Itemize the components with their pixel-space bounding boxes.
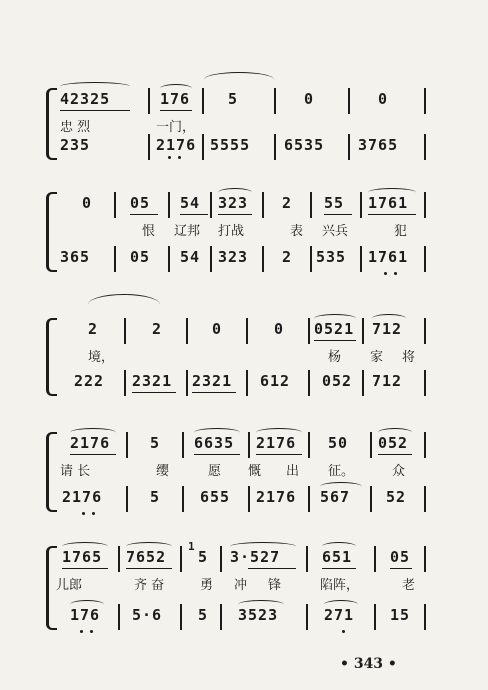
octave-dot <box>342 630 345 633</box>
slur <box>126 542 172 551</box>
barline <box>186 370 188 396</box>
barline <box>124 370 126 396</box>
barline <box>202 134 204 160</box>
underline-beam <box>62 568 108 569</box>
underline-beam <box>180 214 208 215</box>
lyric: 犯 <box>394 224 408 239</box>
measure-notes: 2 <box>282 248 293 266</box>
barline <box>246 318 248 344</box>
lyric: 陷阵， <box>320 578 360 593</box>
measure-notes: 052 <box>378 434 409 452</box>
barline <box>118 546 120 572</box>
measure-notes: 3765 <box>358 136 399 154</box>
measure-notes: 651 <box>322 548 353 566</box>
measure-notes: 2176 <box>70 434 111 452</box>
slur <box>324 600 358 609</box>
lyric: 锋 <box>268 578 282 593</box>
barline <box>274 88 276 114</box>
measure-notes: 176 <box>70 606 101 624</box>
barline <box>248 432 250 458</box>
underline-beam <box>70 454 116 455</box>
slur <box>320 482 362 491</box>
slur <box>378 428 412 437</box>
barline <box>306 604 308 630</box>
measure-notes: 712 <box>372 372 403 390</box>
barline <box>262 246 264 272</box>
measure-notes: 052 <box>322 372 353 390</box>
barline <box>374 546 376 572</box>
slur <box>372 314 406 323</box>
underline-beam <box>324 214 352 215</box>
barline <box>114 246 116 272</box>
underline-beam <box>160 110 192 111</box>
measure-notes: 5555 <box>210 136 251 154</box>
octave-dot <box>82 512 85 515</box>
measure-notes: 5 <box>198 606 209 624</box>
barline <box>220 546 222 572</box>
barline <box>424 546 426 572</box>
measure-notes: 535 <box>316 248 347 266</box>
barline <box>180 604 182 630</box>
bottom-staff <box>52 246 432 272</box>
measure-notes: 05 <box>130 248 151 266</box>
measure-notes: 235 <box>60 136 91 154</box>
measure-notes: 612 <box>260 372 291 390</box>
barline <box>424 88 426 114</box>
lyric: 老 <box>402 578 416 593</box>
measure-notes: 567 <box>320 488 351 506</box>
measure-notes: 1761 <box>368 194 409 212</box>
barline <box>360 192 362 218</box>
underline-beam <box>378 454 412 455</box>
lyric: 出 <box>286 464 300 479</box>
measure-notes: 323 <box>218 248 249 266</box>
score-system-3 <box>52 318 432 396</box>
barline <box>262 192 264 218</box>
barline <box>186 318 188 344</box>
barline <box>310 246 312 272</box>
lyric: 慨 <box>248 464 262 479</box>
barline <box>168 246 170 272</box>
measure-notes: 2 <box>152 320 163 338</box>
underline-beam <box>126 568 172 569</box>
underline-beam <box>60 110 130 111</box>
measure-notes: 0521 <box>314 320 355 338</box>
barline <box>220 604 222 630</box>
bottom-staff <box>52 134 432 160</box>
barline <box>118 604 120 630</box>
barline <box>308 432 310 458</box>
lyric: 表 <box>290 224 304 239</box>
measure-notes: 5·6 <box>132 606 163 624</box>
lyric: 愿 <box>208 464 222 479</box>
barline <box>308 318 310 344</box>
barline <box>126 432 128 458</box>
measure-notes: 2321 <box>192 372 233 390</box>
measure-notes: 712 <box>372 320 403 338</box>
barline <box>374 604 376 630</box>
barline <box>348 134 350 160</box>
slur <box>218 188 252 197</box>
lyric: 请 长 <box>60 464 91 479</box>
measure-notes: 42325 <box>60 90 111 108</box>
measure-notes: 323 <box>218 194 249 212</box>
slur <box>230 542 296 551</box>
measure-notes: 0 <box>378 90 389 108</box>
slur <box>70 600 104 609</box>
measure-notes: 2176 <box>62 488 103 506</box>
underline-beam <box>218 214 252 215</box>
measure-notes: 1 <box>188 540 196 553</box>
barline <box>308 370 310 396</box>
score-system-2 <box>52 192 432 272</box>
measure-notes: 05 <box>390 548 411 566</box>
barline <box>370 486 372 512</box>
barline <box>424 370 426 396</box>
measure-notes: 2176 <box>256 434 297 452</box>
slur <box>88 294 160 315</box>
barline <box>424 246 426 272</box>
barline <box>424 318 426 344</box>
barline <box>424 432 426 458</box>
measure-notes: 54 <box>180 248 201 266</box>
lyric: 恨 <box>142 224 156 239</box>
measure-notes: 3·527 <box>230 548 281 566</box>
slur <box>204 72 274 87</box>
score-system-5 <box>52 540 432 630</box>
lyric: 冲 <box>234 578 248 593</box>
measure-notes: 52 <box>386 488 407 506</box>
barline <box>248 486 250 512</box>
lyric: 杨 <box>328 350 342 365</box>
barline <box>424 604 426 630</box>
measure-notes: 365 <box>60 248 91 266</box>
lyric: 缨 <box>156 464 170 479</box>
measure-notes: 5 <box>228 90 239 108</box>
underline-beam <box>130 214 158 215</box>
octave-dot <box>384 272 387 275</box>
barline <box>180 546 182 572</box>
measure-notes: 655 <box>200 488 231 506</box>
lyric: 一门， <box>156 120 196 135</box>
underline-beam <box>194 454 240 455</box>
measure-notes: 2176 <box>156 136 197 154</box>
barline <box>308 486 310 512</box>
barline <box>362 318 364 344</box>
measure-notes: 3523 <box>238 606 279 624</box>
measure-notes: 1761 <box>368 248 409 266</box>
barline <box>124 318 126 344</box>
octave-dot <box>168 156 171 159</box>
barline <box>148 88 150 114</box>
measure-notes: 0 <box>82 194 93 212</box>
slur <box>238 600 284 609</box>
lyric: 勇 <box>200 578 214 593</box>
barline <box>310 192 312 218</box>
measure-notes: 0 <box>274 320 285 338</box>
measure-notes: 2321 <box>132 372 173 390</box>
barline <box>210 192 212 218</box>
barline <box>148 134 150 160</box>
octave-dot <box>178 156 181 159</box>
measure-notes: 2176 <box>256 488 297 506</box>
barline <box>360 246 362 272</box>
octave-dot <box>394 272 397 275</box>
octave-dot <box>92 512 95 515</box>
measure-notes: 2 <box>88 320 99 338</box>
barline <box>126 486 128 512</box>
lyric: 境， <box>88 350 115 365</box>
measure-notes: 7652 <box>126 548 167 566</box>
lyric: 辽邦 <box>174 224 201 239</box>
barline <box>182 486 184 512</box>
lyric: 将 <box>402 350 416 365</box>
barline <box>424 192 426 218</box>
page-number: • 343 • <box>340 656 397 672</box>
measure-notes: 05 <box>130 194 151 212</box>
lyric: 齐 奋 <box>134 578 165 593</box>
slur <box>256 428 302 437</box>
bottom-staff <box>52 370 432 396</box>
barline <box>202 88 204 114</box>
barline <box>182 432 184 458</box>
measure-notes: 5 <box>150 434 161 452</box>
barline <box>168 192 170 218</box>
slur <box>314 314 356 323</box>
underline-beam <box>322 568 356 569</box>
underline-beam <box>390 568 412 569</box>
measure-notes: 0 <box>304 90 315 108</box>
slur <box>322 542 356 551</box>
underline-beam <box>132 392 176 393</box>
underline-beam <box>368 214 416 215</box>
measure-notes: 6635 <box>194 434 235 452</box>
barline <box>348 88 350 114</box>
barline <box>424 486 426 512</box>
underline-beam <box>192 392 236 393</box>
lyric: 众 <box>392 464 406 479</box>
bottom-staff <box>52 486 432 512</box>
barline <box>424 134 426 160</box>
slur <box>368 188 416 197</box>
lyric: 打战 <box>218 224 245 239</box>
measure-notes: 6535 <box>284 136 325 154</box>
barline <box>274 134 276 160</box>
barline <box>370 432 372 458</box>
octave-dot <box>80 630 83 633</box>
measure-notes: 55 <box>324 194 345 212</box>
measure-notes: 5 <box>150 488 161 506</box>
measure-notes: 271 <box>324 606 355 624</box>
measure-notes: 50 <box>328 434 349 452</box>
score-system-4 <box>52 432 432 512</box>
underline-beam <box>256 454 302 455</box>
barline <box>362 370 364 396</box>
slur <box>60 82 130 91</box>
measure-notes: 2 <box>282 194 293 212</box>
slur <box>160 84 192 93</box>
slur <box>70 428 116 437</box>
barline <box>114 192 116 218</box>
lyric: 儿郎 <box>56 578 83 593</box>
lyric: 兴兵 <box>322 224 349 239</box>
measure-notes: 54 <box>180 194 201 212</box>
barline <box>210 246 212 272</box>
measure-notes: 5 <box>198 548 209 566</box>
measure-notes: 0 <box>212 320 223 338</box>
measure-notes: 222 <box>74 372 105 390</box>
lyric: 征。 <box>328 464 355 479</box>
underline-beam <box>314 340 356 341</box>
slur <box>194 428 240 437</box>
underline-beam <box>248 568 296 569</box>
barline <box>246 370 248 396</box>
slur <box>62 542 108 551</box>
score-system-1 <box>52 88 432 160</box>
measure-notes: 176 <box>160 90 191 108</box>
measure-notes: 1765 <box>62 548 103 566</box>
octave-dot <box>90 630 93 633</box>
measure-notes: 15 <box>390 606 411 624</box>
barline <box>306 546 308 572</box>
lyric: 家 <box>370 350 384 365</box>
lyric: 忠 烈 <box>60 120 91 135</box>
